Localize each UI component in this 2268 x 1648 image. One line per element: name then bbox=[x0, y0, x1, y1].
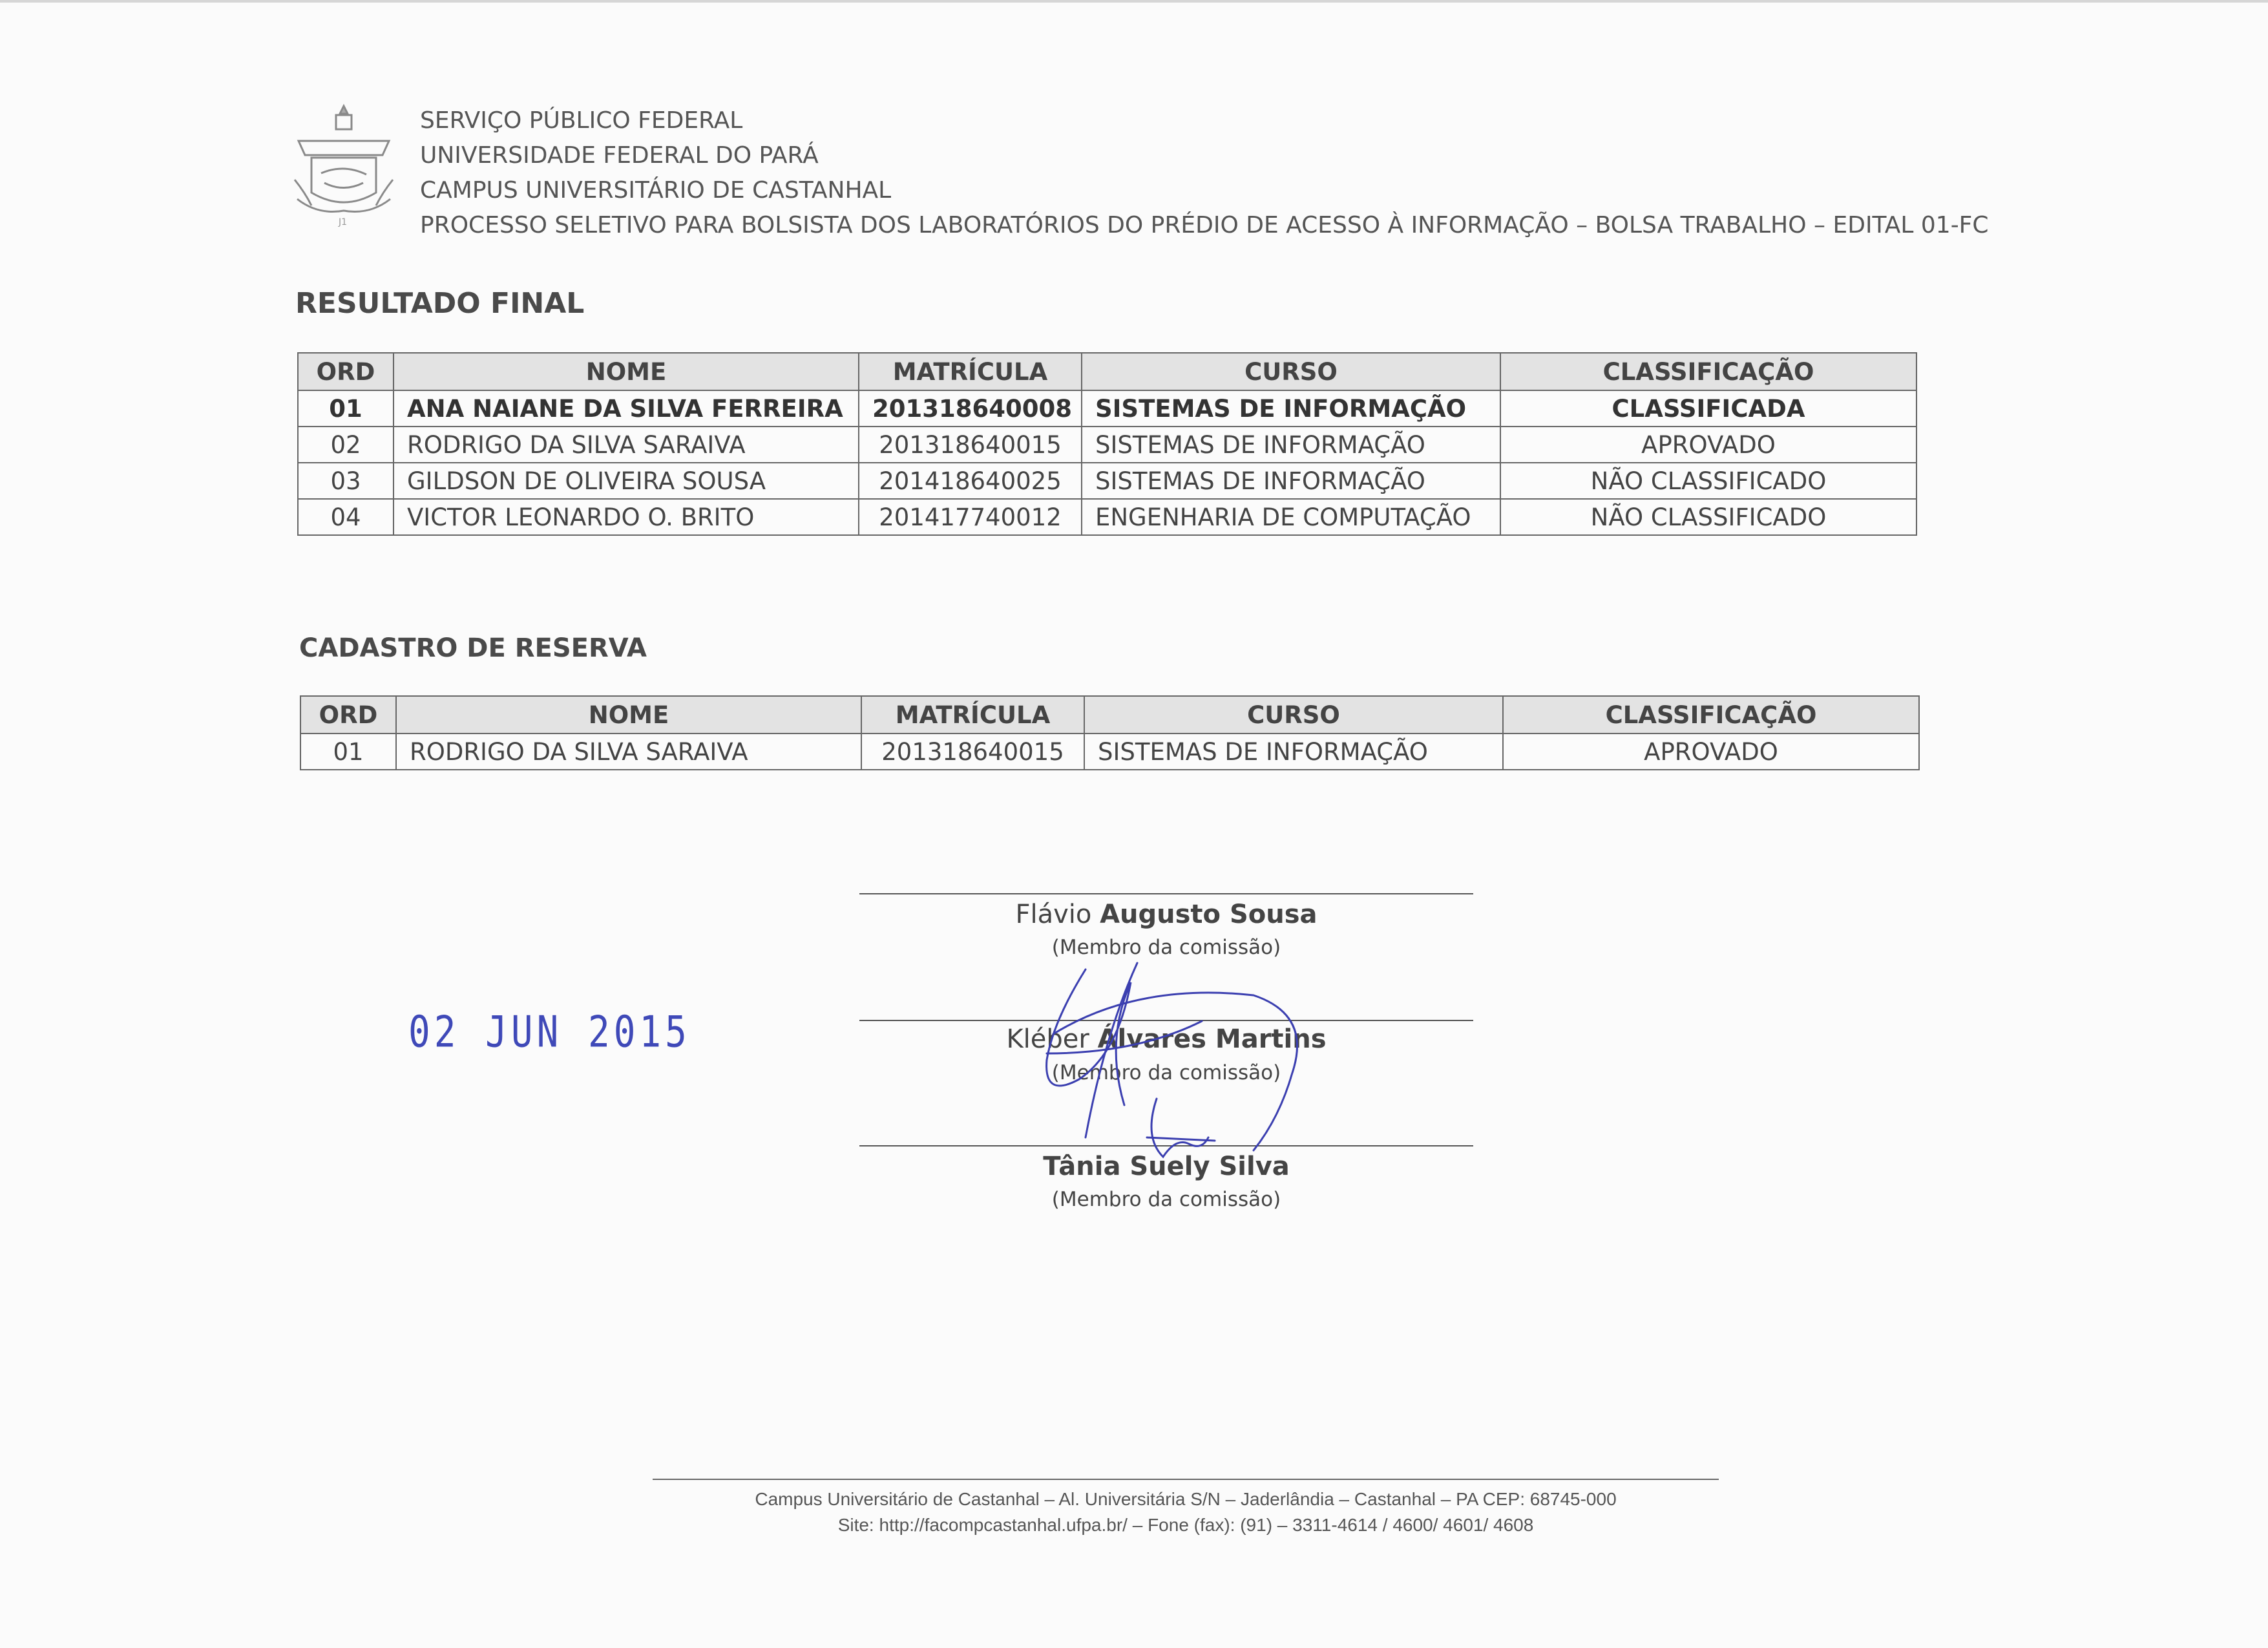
cell-classificacao: NÃO CLASSIFICADO bbox=[1500, 499, 1916, 535]
cell-curso: SISTEMAS DE INFORMAÇÃO bbox=[1084, 734, 1503, 770]
col-header-matricula: MATRÍCULA bbox=[859, 353, 1082, 390]
reserva-table bbox=[300, 695, 1920, 770]
cell-classificacao: NÃO CLASSIFICADO bbox=[1500, 463, 1916, 499]
header-line-process: PROCESSO SELETIVO PARA BOLSISTA DOS LABORATÓRIOS DO PRÉDIO DE ACESSO À INFORMAÇÃO – BOLSA TRABALHO – EDITAL 01-FC bbox=[420, 212, 1989, 238]
footer-address: Campus Universitário de Castanhal – Al. Universitária S/N – Jaderlândia – Castanhal – PA CEP: 68745-000 bbox=[755, 1489, 1617, 1509]
signatory-last-name: Álvares Martins bbox=[1097, 1024, 1327, 1054]
table-row bbox=[298, 499, 1916, 535]
cell-nome: ANA NAIANE DA SILVA FERREIRA bbox=[394, 390, 859, 427]
table-header-row bbox=[298, 353, 1916, 390]
svg-text:J1: J1 bbox=[339, 217, 348, 227]
header-line-campus: CAMPUS UNIVERSITÁRIO DE CASTANHAL bbox=[420, 177, 892, 204]
signatory-name: Tânia Suely Silva bbox=[1043, 1152, 1290, 1181]
handwritten-signature bbox=[1008, 944, 1318, 1163]
page-edge bbox=[0, 0, 2268, 3]
cell-nome: RODRIGO DA SILVA SARAIVA bbox=[396, 734, 861, 770]
col-header-nome: NOME bbox=[396, 696, 861, 734]
cell-ord: 03 bbox=[298, 463, 394, 499]
cell-curso: SISTEMAS DE INFORMAÇÃO bbox=[1082, 463, 1500, 499]
signatory-first-name: Kléber bbox=[1006, 1024, 1098, 1054]
cell-classificacao: APROVADO bbox=[1500, 427, 1916, 463]
col-header-curso: CURSO bbox=[1082, 353, 1500, 390]
signature-line bbox=[859, 893, 1473, 894]
date-stamp: 02 JUN 2015 bbox=[408, 1007, 691, 1058]
cell-matricula: 201318640015 bbox=[861, 734, 1084, 770]
footer-contact: Site: http://facompcastanhal.ufpa.br/ – Fone (fax): (91) – 3311-4614 / 4600/ 4601/ 4608 bbox=[837, 1515, 1534, 1535]
signatory-role: (Membro da comissão) bbox=[1051, 1188, 1281, 1211]
col-header-classificacao: CLASSIFICAÇÃO bbox=[1503, 696, 1919, 734]
header-line-university: UNIVERSIDADE FEDERAL DO PARÁ bbox=[420, 142, 819, 169]
signatory-role: (Membro da comissão) bbox=[1051, 936, 1281, 959]
cell-curso: SISTEMAS DE INFORMAÇÃO bbox=[1082, 390, 1500, 427]
table-row bbox=[298, 463, 1916, 499]
col-header-ord: ORD bbox=[298, 353, 394, 390]
cell-ord: 01 bbox=[298, 390, 394, 427]
cell-classificacao: CLASSIFICADA bbox=[1500, 390, 1916, 427]
signatory-name bbox=[859, 900, 1473, 929]
cell-curso: ENGENHARIA DE COMPUTAÇÃO bbox=[1082, 499, 1500, 535]
cell-nome: RODRIGO DA SILVA SARAIVA bbox=[394, 427, 859, 463]
cell-nome: VICTOR LEONARDO O. BRITO bbox=[394, 499, 859, 535]
section-title-reserva: CADASTRO DE RESERVA bbox=[299, 633, 647, 663]
institution-header bbox=[420, 103, 1989, 243]
cell-matricula: 201418640025 bbox=[859, 463, 1082, 499]
resultado-table bbox=[297, 352, 1917, 536]
signatory-role: (Membro da comissão) bbox=[1051, 1061, 1281, 1084]
cell-classificacao: APROVADO bbox=[1503, 734, 1919, 770]
col-header-matricula: MATRÍCULA bbox=[861, 696, 1084, 734]
section-title-resultado: RESULTADO FINAL bbox=[295, 287, 585, 320]
col-header-nome: NOME bbox=[394, 353, 859, 390]
signatory-first-name: Flávio bbox=[1015, 900, 1100, 929]
page-footer bbox=[653, 1486, 1719, 1538]
col-header-curso: CURSO bbox=[1084, 696, 1503, 734]
cell-curso: SISTEMAS DE INFORMAÇÃO bbox=[1082, 427, 1500, 463]
cell-ord: 04 bbox=[298, 499, 394, 535]
cell-matricula: 201318640015 bbox=[859, 427, 1082, 463]
ufpa-crest-logo bbox=[292, 102, 395, 229]
cell-ord: 01 bbox=[300, 734, 396, 770]
table-row bbox=[300, 734, 1919, 770]
cell-matricula: 201318640008 bbox=[859, 390, 1082, 427]
cell-nome: GILDSON DE OLIVEIRA SOUSA bbox=[394, 463, 859, 499]
table-header-row bbox=[300, 696, 1919, 734]
table-row bbox=[298, 390, 1916, 427]
col-header-classificacao: CLASSIFICAÇÃO bbox=[1500, 353, 1916, 390]
cell-matricula: 201417740012 bbox=[859, 499, 1082, 535]
signatory-last-name: Augusto Sousa bbox=[1100, 900, 1318, 929]
table-row bbox=[298, 427, 1916, 463]
header-line-service: SERVIÇO PÚBLICO FEDERAL bbox=[420, 107, 743, 134]
cell-ord: 02 bbox=[298, 427, 394, 463]
footer-rule bbox=[653, 1479, 1719, 1480]
col-header-ord: ORD bbox=[300, 696, 396, 734]
